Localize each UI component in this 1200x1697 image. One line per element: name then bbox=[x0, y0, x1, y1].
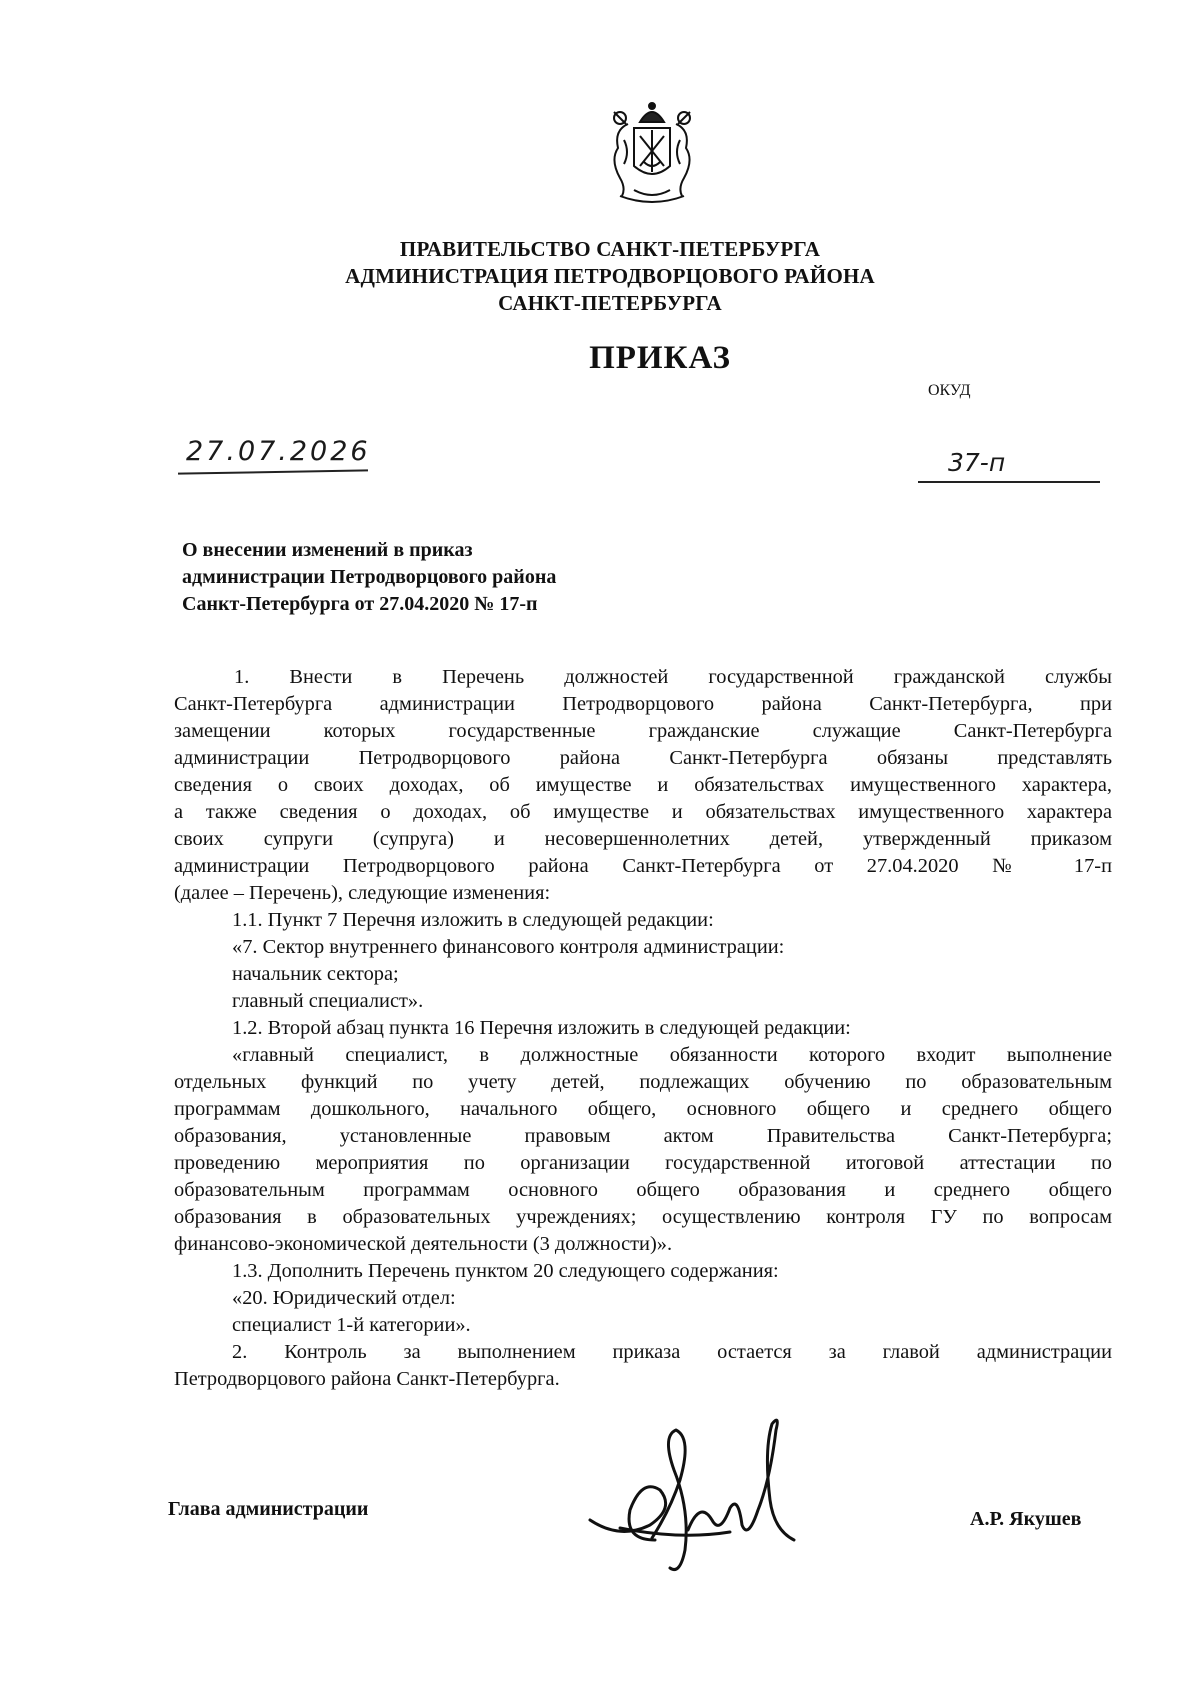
number-underline bbox=[918, 481, 1100, 483]
document-number: 37-п bbox=[948, 448, 1006, 477]
body-line: своих супруги (супруга) и несовершеннолетних детей, утвержденный приказом bbox=[174, 828, 1112, 850]
body-line: 1. Внести в Перечень должностей государственной гражданской службы bbox=[234, 666, 1112, 688]
body-line: финансово-экономической деятельности (3 должности)». bbox=[174, 1233, 673, 1255]
body-line: образования в образовательных учреждениях; осуществлению контроля ГУ по вопросам bbox=[174, 1206, 1112, 1228]
body-line: образования, установленные правовым актом Правительства Санкт-Петербурга; bbox=[174, 1125, 1112, 1147]
body-line: администрации Петродворцового района Санкт-Петербурга обязаны представлять bbox=[174, 747, 1112, 769]
body-line: 2. Контроль за выполнением приказа остается за главой администрации bbox=[232, 1341, 1112, 1363]
signer-name: А.Р. Якушев bbox=[970, 1508, 1082, 1530]
document-date: 27.07.2026 bbox=[186, 436, 371, 467]
body-line: а также сведения о доходах, об имуществе и обязательствах имущественного характера bbox=[174, 801, 1112, 823]
issuer-line-3: САНКТ-ПЕТЕРБУРГА bbox=[498, 291, 722, 315]
coat-of-arms-icon bbox=[600, 100, 704, 208]
document-body bbox=[174, 664, 1112, 1393]
body-line: образовательным программам основного общего образования и среднего общего bbox=[174, 1179, 1112, 1201]
issuer-line-2: АДМИНИСТРАЦИЯ ПЕТРОДВОРЦОВОГО РАЙОНА bbox=[345, 264, 875, 288]
document-subject bbox=[182, 537, 702, 618]
body-line: Санкт-Петербурга администрации Петродворцового района Санкт-Петербурга, при bbox=[174, 693, 1112, 715]
body-line: сведения о своих доходах, об имуществе и обязательствах имущественного характера, bbox=[174, 774, 1112, 796]
body-line: Петродворцового района Санкт-Петербурга. bbox=[174, 1368, 560, 1390]
body-line: «главный специалист, в должностные обязанности которого входит выполнение bbox=[232, 1044, 1112, 1066]
body-line: проведению мероприятия по организации государственной итоговой аттестации по bbox=[174, 1152, 1112, 1174]
body-line: начальник сектора; bbox=[232, 963, 399, 985]
body-line: «7. Сектор внутреннего финансового контроля администрации: bbox=[232, 936, 785, 958]
okud-label: ОКУД bbox=[928, 382, 971, 399]
body-line: 1.1. Пункт 7 Перечня изложить в следующей редакции: bbox=[232, 909, 714, 931]
issuer-line-1: ПРАВИТЕЛЬСТВО САНКТ-ПЕТЕРБУРГА bbox=[399, 237, 821, 261]
subject-line-1: О внесении изменений в приказ bbox=[182, 539, 473, 561]
body-line: администрации Петродворцового района Санкт-Петербурга от 27.04.2020 № 17-п bbox=[174, 855, 1112, 877]
handwritten-signature bbox=[580, 1390, 810, 1580]
body-line: 1.3. Дополнить Перечень пунктом 20 следующего содержания: bbox=[232, 1260, 779, 1282]
body-line: отдельных функций по учету детей, подлежащих обучению по образовательным bbox=[174, 1071, 1112, 1093]
body-line: программам дошкольного, начального общего, основного общего и среднего общего bbox=[174, 1098, 1112, 1120]
subject-line-2: администрации Петродворцового района bbox=[182, 566, 557, 588]
body-line: главный специалист». bbox=[232, 990, 424, 1012]
date-underline bbox=[178, 469, 368, 474]
body-line: 1.2. Второй абзац пункта 16 Перечня изложить в следующей редакции: bbox=[232, 1017, 851, 1039]
subject-line-3: Санкт-Петербурга от 27.04.2020 № 17-п bbox=[182, 593, 538, 615]
body-line: «20. Юридический отдел: bbox=[232, 1287, 456, 1309]
issuer-header bbox=[300, 236, 920, 317]
body-line: замещении которых государственные гражданские служащие Санкт-Петербурга bbox=[174, 720, 1112, 742]
document-type-title: ПРИКАЗ bbox=[589, 340, 731, 376]
body-line: специалист 1-й категории». bbox=[232, 1314, 471, 1336]
body-line: (далее – Перечень), следующие изменения: bbox=[174, 882, 551, 904]
signer-position: Глава администрации bbox=[168, 1498, 369, 1520]
